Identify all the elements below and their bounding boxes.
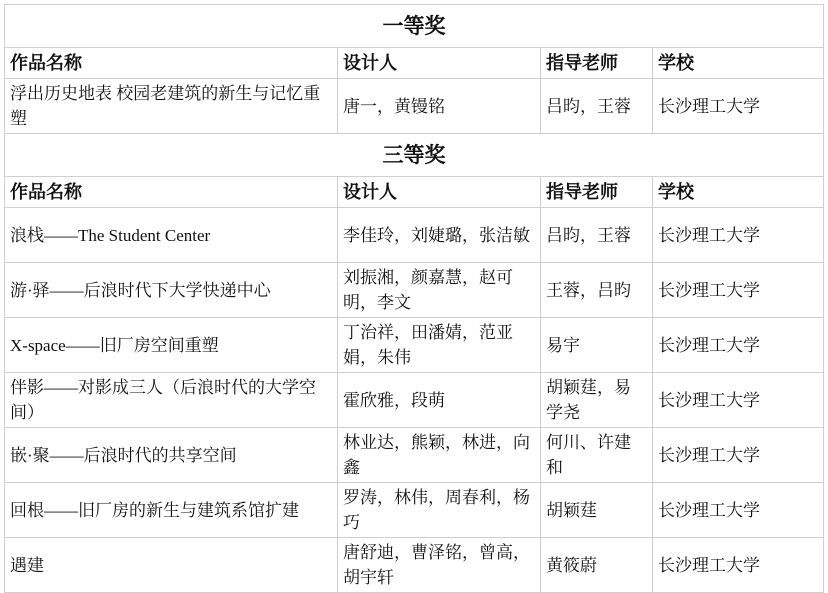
table-row: [5, 79, 824, 134]
work-name-cell: 回根——旧厂房的新生与建筑系馆扩建: [5, 483, 338, 538]
awards-table-body: [5, 5, 824, 593]
school-cell: 长沙理工大学: [653, 538, 824, 593]
section-title-row: [5, 5, 824, 48]
advisors-cell: 黄筱蔚: [541, 538, 653, 593]
designers-cell: 霍欣雅，段萌: [338, 373, 541, 428]
section-title-third-prize: 三等奖: [5, 134, 824, 177]
advisors-cell: 胡颖莛，易学尧: [541, 373, 653, 428]
header-designers: 设计人: [338, 177, 541, 208]
school-cell: 长沙理工大学: [653, 318, 824, 373]
section-title-row: [5, 134, 824, 177]
school-cell: 长沙理工大学: [653, 263, 824, 318]
table-row: [5, 373, 824, 428]
designers-cell: 林业达，熊颖，林进，向鑫: [338, 428, 541, 483]
header-school: 学校: [653, 48, 824, 79]
school-cell: 长沙理工大学: [653, 483, 824, 538]
header-advisors: 指导老师: [541, 177, 653, 208]
header-designers: 设计人: [338, 48, 541, 79]
work-name-cell: 浮出历史地表 校园老建筑的新生与记忆重塑: [5, 79, 338, 134]
table-row: [5, 318, 824, 373]
designers-cell: 唐舒迪，曹泽铭，曾高，胡宇轩: [338, 538, 541, 593]
work-name-cell: 游·驿——后浪时代下大学快递中心: [5, 263, 338, 318]
advisors-cell: 易宇: [541, 318, 653, 373]
school-cell: 长沙理工大学: [653, 373, 824, 428]
designers-cell: 唐一，黄镘铭: [338, 79, 541, 134]
header-work-name: 作品名称: [5, 48, 338, 79]
designers-cell: 丁治祥，田潘婧，范亚娟，朱伟: [338, 318, 541, 373]
school-cell: 长沙理工大学: [653, 79, 824, 134]
work-name-cell: 遇建: [5, 538, 338, 593]
table-row: [5, 208, 824, 263]
work-name-cell: X-space——旧厂房空间重塑: [5, 318, 338, 373]
awards-table: [4, 4, 824, 593]
advisors-cell: 何川、许建和: [541, 428, 653, 483]
header-row: [5, 177, 824, 208]
advisors-cell: 吕昀，王蓉: [541, 208, 653, 263]
designers-cell: 刘振湘，颜嘉慧，赵可明，李文: [338, 263, 541, 318]
school-cell: 长沙理工大学: [653, 208, 824, 263]
header-advisors: 指导老师: [541, 48, 653, 79]
table-row: [5, 538, 824, 593]
table-row: [5, 483, 824, 538]
advisors-cell: 胡颖莛: [541, 483, 653, 538]
header-row: [5, 48, 824, 79]
header-school: 学校: [653, 177, 824, 208]
work-name-cell: 伴影——对影成三人（后浪时代的大学空间）: [5, 373, 338, 428]
header-work-name: 作品名称: [5, 177, 338, 208]
advisors-cell: 吕昀，王蓉: [541, 79, 653, 134]
designers-cell: 罗涛，林伟，周春利，杨巧: [338, 483, 541, 538]
work-name-cell: 嵌·聚——后浪时代的共享空间: [5, 428, 338, 483]
table-row: [5, 428, 824, 483]
advisors-cell: 王蓉，吕昀: [541, 263, 653, 318]
table-row: [5, 263, 824, 318]
designers-cell: 李佳玲，刘婕璐，张洁敏: [338, 208, 541, 263]
section-title-first-prize: 一等奖: [5, 5, 824, 48]
work-name-cell: 浪栈——The Student Center: [5, 208, 338, 263]
school-cell: 长沙理工大学: [653, 428, 824, 483]
